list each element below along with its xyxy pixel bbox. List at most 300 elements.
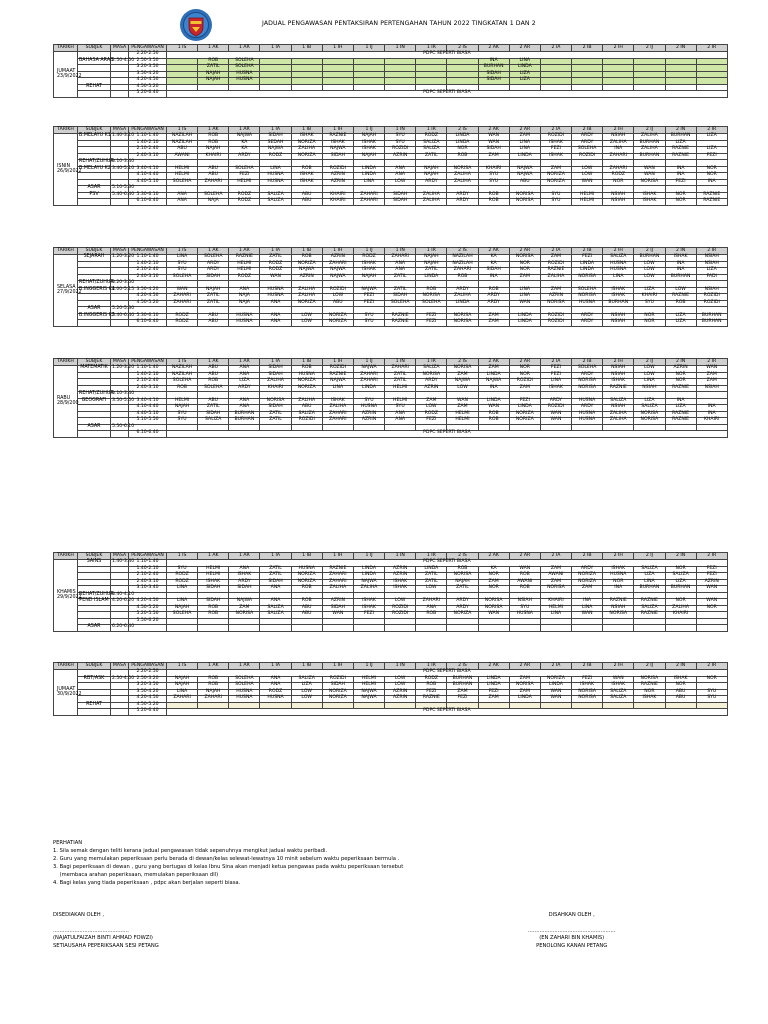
invigilator-cell: ABU <box>291 605 322 612</box>
invigilator-cell <box>603 625 634 632</box>
subject-cell: B.MELAYU K2 <box>79 165 111 171</box>
invigilator-cell: ZALIHA <box>447 294 478 301</box>
invigilator-cell: WAN <box>540 689 571 696</box>
invigilator-cell: RAZNIE <box>665 385 696 392</box>
invigilator-cell: ANA <box>229 566 260 573</box>
invigilator-cell: BURHAN <box>665 586 696 593</box>
invigilator-cell: ZAM <box>478 366 509 373</box>
invigilator-cell: INA <box>665 173 696 180</box>
invigilator-cell: KHAIRI <box>696 418 727 425</box>
invigilator-cell: NORIZA <box>322 320 353 327</box>
masa-cell: 1.20-3.20 <box>112 365 135 371</box>
column-header: 1 IH <box>322 359 353 366</box>
invigilator-cell: ARDY <box>478 294 509 301</box>
invigilator-cell: NAJWA <box>229 134 260 141</box>
column-header: 2 IS <box>447 663 478 670</box>
invigilator-cell: ISHAK <box>540 153 571 160</box>
invigilator-cell: ZATIL <box>260 418 291 425</box>
time-cell: 4.40-5.10 <box>129 179 167 186</box>
invigilator-cell: SALIZA <box>665 573 696 580</box>
column-header: 1 IR <box>416 553 447 560</box>
invigilator-cell: NOR <box>696 676 727 683</box>
invigilator-cell: NORISA <box>509 683 540 690</box>
invigilator-cell: SIDAH <box>198 599 229 606</box>
date-cell: KHAMIS 29/9/2022 <box>54 560 78 632</box>
invigilator-cell <box>167 625 198 632</box>
column-header: SUBJEK <box>78 553 111 560</box>
invigilator-cell: FEZI <box>447 696 478 703</box>
invigilator-cell: SALIZA <box>260 192 291 199</box>
invigilator-cell: HUSNA <box>509 612 540 619</box>
masa-cell: 2.50-4.50 <box>112 57 135 63</box>
column-header: 2 IJ <box>634 127 665 134</box>
invigilator-cell: NAJAH <box>198 689 229 696</box>
invigilator-cell: LINDA <box>353 573 384 580</box>
invigilator-cell: SOLEHA <box>572 147 603 154</box>
invigilator-cell: ZAM <box>509 689 540 696</box>
invigilator-cell: ARDY <box>447 605 478 612</box>
column-header: 1 IA <box>260 127 291 134</box>
invigilator-cell: NOR <box>509 366 540 373</box>
invigilator-cell: NAJAH <box>167 676 198 683</box>
invigilator-cell: ABU <box>198 398 229 405</box>
invigilator-cell: AZRIN <box>353 418 384 425</box>
invigilator-cell <box>416 625 447 632</box>
masa-cell: 6.20-6.40 <box>112 624 135 630</box>
invigilator-cell: NAJWA <box>322 274 353 281</box>
invigilator-cell: NAJWA <box>478 379 509 386</box>
invigilator-cell: AZRIN <box>665 366 696 373</box>
time-cell: 2.40-3.10 <box>129 579 167 586</box>
invigilator-cell: ROB <box>198 379 229 386</box>
time-cell: 2.10-2.40 <box>129 379 167 386</box>
column-header: 1 IS <box>167 248 198 255</box>
invigilator-cell: RAZNIE <box>322 134 353 141</box>
invigilator-cell: BURHAN <box>696 313 727 320</box>
time-cell: 2.20-2.50 <box>129 52 167 59</box>
invigilator-cell: LINDA <box>353 166 384 173</box>
invigilator-cell: ZAHARI <box>322 573 353 580</box>
page-title: JADUAL PENGAWASAN PENTAKSIRAN PERTENGAHAN TAHUN 2022 TINGKATAN 1 DAN 2 <box>262 20 536 27</box>
invigilator-cell: HUSNA <box>572 418 603 425</box>
time-cell: 4.10-4.40 <box>129 173 167 180</box>
invigilator-cell: LIZA <box>665 140 696 147</box>
invigilator-cell: KHAIRI <box>634 294 665 301</box>
invigilator-cell: SOLEHA <box>572 287 603 294</box>
invigilator-cell: ISHAK <box>603 379 634 386</box>
invigilator-cell: ISHAK <box>385 579 416 586</box>
invigilator-cell: RAZNIE <box>665 418 696 425</box>
invigilator-cell: NOR <box>447 147 478 154</box>
invigilator-cell: NORIZA <box>291 573 322 580</box>
invigilator-cell: NORISA <box>447 573 478 580</box>
invigilator-cell: LIZA <box>696 268 727 275</box>
invigilator-cell: BURHAN <box>447 676 478 683</box>
invigilator-cell: NORISA <box>478 599 509 606</box>
invigilator-cell: LINDA <box>353 385 384 392</box>
invigilator-cell: RODZ <box>167 573 198 580</box>
invigilator-cell: ZATIL <box>385 372 416 379</box>
invigilator-cell: ZATIL <box>198 300 229 307</box>
invigilator-cell: LINDA <box>353 566 384 573</box>
invigilator-cell <box>291 625 322 632</box>
invigilator-cell: HELMI <box>167 173 198 180</box>
column-header: TARIKH <box>54 553 78 560</box>
column-header: SUBJEK <box>78 248 111 255</box>
column-header: 1 IR <box>416 359 447 366</box>
invigilator-cell: LINDA <box>353 173 384 180</box>
invigilator-cell: KHAIRI <box>260 385 291 392</box>
column-header: 2 IR <box>696 553 727 560</box>
invigilator-cell: NAZILAH <box>167 366 198 373</box>
invigilator-cell: LINA <box>260 166 291 173</box>
masa-cell: 5.10-5.30 <box>112 185 135 191</box>
invigilator-cell: FEZI <box>540 372 571 379</box>
invigilator-cell: ANA <box>385 261 416 268</box>
invigilator-cell: ISHAK <box>634 199 665 206</box>
invigilator-cell: BURHAN <box>665 274 696 281</box>
invigilator-cell: SALIZA <box>198 418 229 425</box>
invigilator-cell: ANA <box>260 313 291 320</box>
invigilator-cell: ARDY <box>447 599 478 606</box>
time-cell: 4.20-4.50 <box>129 696 167 703</box>
invigilator-cell: LOW <box>665 287 696 294</box>
invigilator-cell: LINDA <box>509 696 540 703</box>
invigilator-cell: AZRIN <box>696 579 727 586</box>
invigilator-cell: SIDAH <box>198 411 229 418</box>
invigilator-cell: WAN <box>478 405 509 412</box>
column-header: 1 IN <box>385 248 416 255</box>
invigilator-cell: NAJWA <box>353 366 384 373</box>
column-header: 2 IB <box>572 45 603 52</box>
column-header: 2 IR <box>696 45 727 52</box>
column-header: 1 IH <box>322 553 353 560</box>
invigilator-cell: LOW <box>291 696 322 703</box>
column-header: 2 IH <box>603 45 634 52</box>
invigilator-cell: WAN <box>696 586 727 593</box>
invigilator-cell: HELMI <box>229 268 260 275</box>
column-header: 2 IH <box>603 127 634 134</box>
column-header: TARIKH <box>54 663 78 670</box>
invigilator-cell: ARDY <box>447 287 478 294</box>
invigilator-cell: ISHAK <box>603 294 634 301</box>
column-header: PENGAWASAN <box>129 45 167 52</box>
invigilator-cell: ROB <box>478 411 509 418</box>
invigilator-cell <box>509 625 540 632</box>
column-header: 2 IH <box>603 553 634 560</box>
invigilator-cell: ARDY <box>572 140 603 147</box>
subject-cell: B.INGGERIS K1 <box>79 286 115 292</box>
invigilator-cell: INA <box>603 147 634 154</box>
invigilator-cell: ZALIHA <box>416 199 447 206</box>
invigilator-cell: NSIAH <box>603 313 634 320</box>
invigilator-cell: HUSNA <box>229 71 260 78</box>
invigilator-cell: NAJWA <box>353 579 384 586</box>
time-cell: 5.10-5.50 <box>129 418 167 425</box>
invigilator-cell: HELMI <box>385 385 416 392</box>
signature-role: SETIAUSAHA PEPERIKSAAN SESI PETANG <box>53 942 159 949</box>
invigilator-cell: ISHAK <box>322 398 353 405</box>
invigilator-cell: ROB <box>198 134 229 141</box>
invigilator-cell: ISHAK <box>353 599 384 606</box>
pdpc-note-cell: PDPC SEPERTI BIASA <box>167 91 728 98</box>
invigilator-cell: LIZA <box>229 379 260 386</box>
column-header: 1 AR <box>229 248 260 255</box>
invigilator-cell: LINDA <box>509 405 540 412</box>
invigilator-cell: ARDY <box>572 372 603 379</box>
invigilator-cell: NAJWA <box>322 268 353 275</box>
invigilator-cell: ROB <box>167 385 198 392</box>
invigilator-cell: INA <box>603 586 634 593</box>
column-header: TARIKH <box>54 248 78 255</box>
schedule-table <box>53 44 727 98</box>
invigilator-cell: SALIZA <box>634 566 665 573</box>
invigilator-cell: AZRIN <box>322 179 353 186</box>
invigilator-cell: INA <box>665 261 696 268</box>
time-cell: 5.50-6.20 <box>129 618 167 625</box>
invigilator-cell: SYU <box>353 320 384 327</box>
invigilator-cell: ZATIL <box>385 379 416 386</box>
invigilator-cell: SOLEHA <box>385 300 416 307</box>
column-header: 2 IA <box>540 45 571 52</box>
invigilator-cell: LINA <box>634 379 665 386</box>
invigilator-cell: SYU <box>353 313 384 320</box>
invigilator-cell: NORISA <box>572 696 603 703</box>
invigilator-cell: ZAHARI <box>353 199 384 206</box>
school-crest-logo <box>179 8 213 42</box>
column-header: 1 IA <box>260 553 291 560</box>
invigilator-cell: LOW <box>447 385 478 392</box>
time-cell: 6.10-6.40 <box>129 199 167 206</box>
invigilator-cell: RODZ <box>353 255 384 262</box>
invigilator-cell: SIDAH <box>478 78 509 85</box>
invigilator-cell: NSIAH <box>603 605 634 612</box>
invigilator-cell: SOLEHA <box>167 274 198 281</box>
invigilator-cell: FEZI <box>229 173 260 180</box>
invigilator-cell: LINDA <box>416 274 447 281</box>
invigilator-cell: ARDY <box>540 398 571 405</box>
invigilator-cell: ISHAK <box>572 683 603 690</box>
invigilator-cell: WAN <box>167 287 198 294</box>
invigilator-cell: SIDAH <box>385 192 416 199</box>
invigilator-cell: ARDY <box>198 261 229 268</box>
column-header: 1 IR <box>416 127 447 134</box>
invigilator-cell: ZALIHA <box>322 405 353 412</box>
invigilator-cell: ZATIL <box>260 255 291 262</box>
column-header: 2 AR <box>509 553 540 560</box>
invigilator-cell: LINDA <box>447 134 478 141</box>
invigilator-cell: ANA <box>229 287 260 294</box>
invigilator-cell: WAN <box>478 140 509 147</box>
invigilator-cell: NOR <box>509 372 540 379</box>
invigilator-cell: SYU <box>509 605 540 612</box>
invigilator-cell: ARDY <box>447 192 478 199</box>
invigilator-cell: RODZ <box>416 676 447 683</box>
invigilator-cell: HUSNA <box>603 268 634 275</box>
invigilator-cell: NORIZA <box>322 313 353 320</box>
time-cell: 2.20-2.50 <box>129 670 167 677</box>
invigilator-cell: ISHAK <box>353 268 384 275</box>
invigilator-cell: NSIAH <box>603 192 634 199</box>
invigilator-cell: ROZIDI <box>322 166 353 173</box>
invigilator-cell: AZRIN <box>353 411 384 418</box>
column-header: SUBJEK <box>78 127 111 134</box>
invigilator-cell: HELMI <box>447 418 478 425</box>
invigilator-cell: ZAM <box>509 134 540 141</box>
invigilator-cell: NSIAH <box>696 261 727 268</box>
invigilator-cell: SYU <box>167 418 198 425</box>
invigilator-cell: AWANI <box>509 579 540 586</box>
invigilator-cell: ZAHARI <box>167 696 198 703</box>
subject-cell: BAHASA ARAB <box>79 57 114 63</box>
invigilator-cell: SIDAH <box>260 134 291 141</box>
invigilator-cell: LIZA <box>634 398 665 405</box>
column-header: 2 IA <box>540 359 571 366</box>
subject-cell: GEOGRAFI <box>78 398 111 405</box>
invigilator-cell: ARDY <box>416 179 447 186</box>
invigilator-cell <box>353 625 384 632</box>
invigilator-cell: LOW <box>634 261 665 268</box>
column-header: 1 IH <box>322 248 353 255</box>
column-header: 1 IJ <box>353 127 384 134</box>
invigilator-cell: ZATIL <box>198 294 229 301</box>
invigilator-cell: NOR <box>665 192 696 199</box>
subject-cell: REHAT <box>78 702 111 709</box>
column-header: 2 IS <box>447 359 478 366</box>
invigilator-cell: NAJWA <box>353 287 384 294</box>
invigilator-cell: BURHAN <box>229 418 260 425</box>
invigilator-cell: NORIZA <box>291 579 322 586</box>
pdpc-note-cell: PDPC SEPERTI BIASA <box>167 52 728 59</box>
masa-cell: 3.50-5.50 <box>112 397 135 403</box>
invigilator-cell: ISHAK <box>385 586 416 593</box>
time-cell: 3.50-4.20 <box>129 287 167 294</box>
invigilator-cell: NOR <box>665 599 696 606</box>
column-header: 2 IJ <box>634 359 665 366</box>
column-header: 2 IB <box>572 359 603 366</box>
subject-cell: REHAT/ZUHUR <box>79 391 114 397</box>
invigilator-cell: ZAHARI <box>198 696 229 703</box>
invigilator-cell: LOW <box>416 586 447 593</box>
time-cell: 4.20-4.50 <box>129 294 167 301</box>
invigilator-cell: INA <box>665 166 696 173</box>
invigilator-cell: NAZILAH <box>167 372 198 379</box>
invigilator-cell: HELMI <box>198 566 229 573</box>
invigilator-cell: LINDA <box>447 140 478 147</box>
invigilator-cell: NORIZA <box>291 385 322 392</box>
invigilator-cell: HUSNA <box>260 173 291 180</box>
time-cell: 2.40-3.10 <box>129 385 167 392</box>
column-header: 1 IR <box>416 45 447 52</box>
invigilator-cell: ARDY <box>229 579 260 586</box>
invigilator-cell: ROB <box>478 287 509 294</box>
invigilator-cell: ANA <box>385 411 416 418</box>
table-row <box>54 199 728 206</box>
invigilator-cell: BURHAN <box>229 411 260 418</box>
invigilator-cell: ROB <box>478 192 509 199</box>
invigilator-cell: SYU <box>478 179 509 186</box>
invigilator-cell: LINDA <box>416 566 447 573</box>
invigilator-cell: RAZNIE <box>385 313 416 320</box>
invigilator-cell: NAZILAH <box>447 261 478 268</box>
invigilator-cell: HUSNA <box>603 261 634 268</box>
invigilator-cell: FEZI <box>416 320 447 327</box>
invigilator-cell: ROZIDI <box>696 294 727 301</box>
invigilator-cell: NAJWA <box>291 268 322 275</box>
invigilator-cell: LINDA <box>509 313 540 320</box>
column-header: 1 AK <box>198 127 229 134</box>
invigilator-cell: SIDAH <box>478 147 509 154</box>
column-header: 1 IS <box>167 127 198 134</box>
invigilator-cell: NOR <box>696 605 727 612</box>
invigilator-cell: ZALIHA <box>665 605 696 612</box>
notes-line: (membaca arahan peperiksaan, memulakan peperiksaan dll) <box>53 872 219 879</box>
invigilator-cell: NOR <box>478 573 509 580</box>
invigilator-cell: ARDY <box>572 566 603 573</box>
notes-line: 2. Guru yang memulakan peperiksaan perlu berada di dewan/kelas selewat-lewatnya 10 minit sebelum waktu peperiksaan bermula . <box>53 856 400 863</box>
masa-cell: 4.00-5.15 <box>112 286 135 292</box>
time-cell: 6.10-6.40 <box>129 431 167 438</box>
invigilator-cell <box>696 625 727 632</box>
invigilator-cell: RAZNIE <box>416 696 447 703</box>
column-header: 1 IS <box>167 45 198 52</box>
invigilator-cell: SOLEHA <box>167 379 198 386</box>
invigilator-cell: SYU <box>385 405 416 412</box>
invigilator-cell: BURHAN <box>634 140 665 147</box>
invigilator-cell: NSIAH <box>603 366 634 373</box>
invigilator-cell: LOW <box>634 274 665 281</box>
column-header: 1 IJ <box>353 663 384 670</box>
invigilator-cell: LOW <box>416 405 447 412</box>
invigilator-cell: ZAM <box>447 372 478 379</box>
invigilator-cell: ZALIHA <box>322 586 353 593</box>
invigilator-cell: KHAIRI <box>665 612 696 619</box>
invigilator-cell: ABU <box>198 320 229 327</box>
subject-cell: ASAR <box>78 625 111 632</box>
column-header: 2 AK <box>478 127 509 134</box>
masa-cell <box>111 320 129 327</box>
signature-line: ..................................................... <box>528 927 616 934</box>
invigilator-cell: ARDY <box>229 385 260 392</box>
invigilator-cell: ANA <box>385 418 416 425</box>
time-cell: 2.10-2.40 <box>129 147 167 154</box>
column-header: 2 IN <box>665 663 696 670</box>
invigilator-cell: NORIZA <box>291 153 322 160</box>
invigilator-cell: ARDY <box>198 268 229 275</box>
column-header: 1 AK <box>198 359 229 366</box>
invigilator-cell: ROB <box>478 418 509 425</box>
invigilator-cell: ZAHARI <box>603 153 634 160</box>
time-cell: 5.20-5.50 <box>129 612 167 619</box>
invigilator-cell: HUSNA <box>229 696 260 703</box>
subject-cell <box>78 320 111 327</box>
invigilator-cell: WAN <box>447 398 478 405</box>
invigilator-cell: RAZNIE <box>634 599 665 606</box>
column-header: 1 IB <box>291 359 322 366</box>
invigilator-cell: LINDA <box>572 261 603 268</box>
invigilator-cell: NORISA <box>572 294 603 301</box>
time-cell: 1.40-2.10 <box>129 372 167 379</box>
invigilator-cell: FEZI <box>353 300 384 307</box>
signature-name: (EN ZAHARI BIN KHAMIS) <box>539 935 605 942</box>
invigilator-cell: ZALIHA <box>353 586 384 593</box>
invigilator-cell: HELMI <box>447 411 478 418</box>
invigilator-cell: ROB <box>291 366 322 373</box>
invigilator-cell: ISHAK <box>665 676 696 683</box>
invigilator-cell: ANA <box>229 405 260 412</box>
invigilator-cell: WAN <box>540 696 571 703</box>
invigilator-cell: SOLEHA <box>229 683 260 690</box>
